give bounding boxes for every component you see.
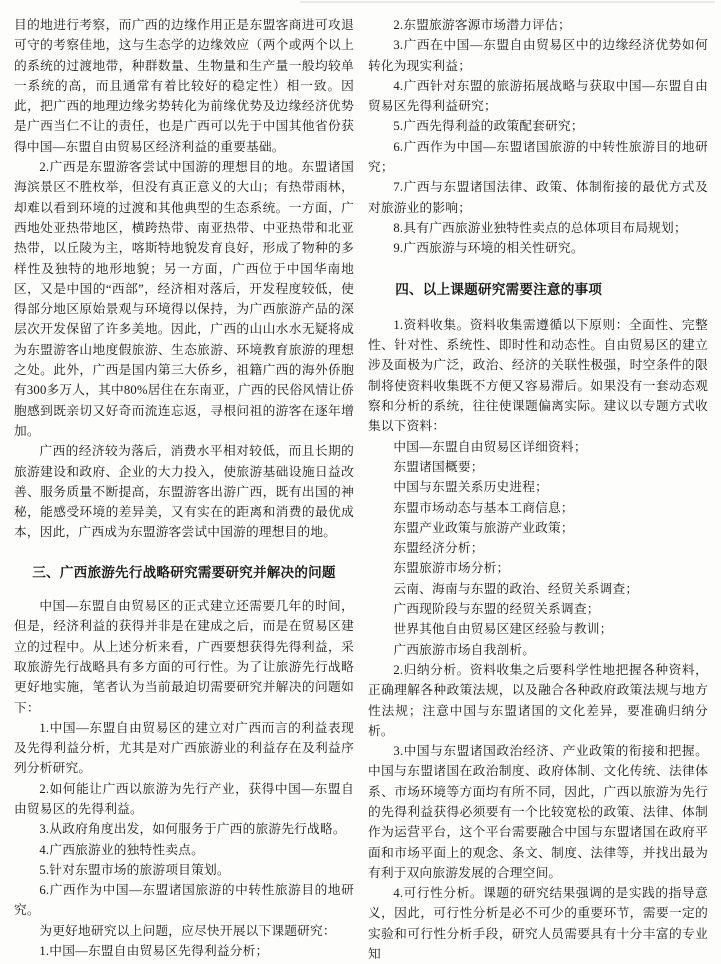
- paragraph: 4.可行性分析。课题的研究结果强调的是实践的指导意义，因此，可行性分析是必不可少的重要环节，需要一定的实验和可行性分析手段，研究人员需要具有十分丰富的专业知: [368, 886, 708, 962]
- paragraph: 5.针对东盟市场的旅游项目策划。: [39, 862, 230, 877]
- paragraph: 3.从政府角度出发，如何服务于广西的旅游先行战略。: [39, 822, 346, 837]
- left-column: [14, 15, 354, 964]
- paragraph: 1.中国—东盟自由贸易区的建立对广西而言的利益表现及先得利益分析，尤其是对广西旅游业的利益存在及利益序列分析研究。: [14, 720, 354, 776]
- paragraph: 2.东盟旅游客源市场潜力评估；: [393, 18, 571, 32]
- paragraph: 广西的经济较为落后，消费水平相对较低，而且长期的旅游建设和政府、企业的大力投入，使旅游基础设施日益改善、服务质量不断提高，东盟游客出游广西，既有出国的神秘，能感受环境的差异美，又有实在的距离和消费的最优成本，因此，广西成为东盟游客尝试中国游的理想目的地。: [14, 444, 354, 540]
- paragraph: 4.广西针对东盟的旅游拓展战略与获取中国—东盟自由贸易区先得利益研究；: [368, 78, 708, 114]
- paragraph: 2.如何能让广西以旅游为先行产业，获得中国—东盟自由贸易区的先得利益。: [14, 781, 354, 816]
- paragraph: 广西旅游市场自我剖析。: [393, 642, 536, 657]
- paragraph: 3.广西在中国—东盟自由贸易区中的边缘经济优势如何转化为现实利益；: [368, 38, 708, 73]
- paragraph-continuation: 目的地进行考察，而广西的边缘作用正是东盟客商进可攻退可守的考察佳地，这与生态学的边缘效应（两个或两个以上的系统的过渡地带，种群数量、生物量和生产量一般均较单一系统的高，而且通常有着比较好的稳定性）相一致。因此，把广西的地理边缘劣势转化为前缘优势及边缘经济优势是广西当仁不让的责任，也是广西可以先于中国其他省份获得中国—东盟自由贸易区经济利益的重要基础。: [14, 18, 354, 154]
- paragraph: 6.广西作为中国—东盟诸国旅游的中转性旅游目的地研究；: [368, 139, 708, 175]
- section-heading: 四、以上课题研究需要注意的事项: [395, 281, 603, 297]
- paragraph: 世界其他自由贸易区建区经验与教训；: [393, 622, 613, 637]
- paragraph: 5.广西先得利益的政策配套研究；: [393, 119, 584, 134]
- paragraph: 中国—东盟自由贸易区的正式建立还需要几年的时间，但是，经济利益的获得并非是在建成之后，而是在贸易区建立的过程中。从上述分析来看，广西要想获得先得利益，采取旅游先行战略具有多方面的可行性。为了让旅游先行战略更好地实施，笔者认为当前最迫切需要研究并解决的问题如下：: [14, 599, 354, 715]
- paragraph: 1.中国—东盟自由贸易区先得利益分析；: [39, 944, 269, 959]
- paragraph: 中国—东盟自由贸易区详细资料；: [393, 439, 587, 454]
- scan-artifact-line: [300, 1, 715, 3]
- paragraph: 3.中国与东盟诸国政治经济、产业政策的衔接和把握。中国与东盟诸国在政治制度、政府体制、文化传统、法律体系、市场环境等方面均有所不同，因此，广西以旅游为先行的先得利益获得必须要有一个比较宽松的政策、法律、体制作为运营平台，这个平台需要融合中国与东盟诸国在政府平面和市场平面上的观念、条文、制度、法律等，并找出最为有利于双向旅游发展的合理空间。: [368, 744, 708, 880]
- paragraph: 东盟诸国概要；: [393, 459, 484, 474]
- paragraph: 2.归纳分析。资料收集之后要科学性地把握各种资料，正确理解各种政策法规，以及融合各种政府政策法规与地方性法规；注意中国与东盟诸国的文化差异，要准确归纳分析。: [368, 662, 708, 738]
- section-heading: 三、广西旅游先行战略研究需要研究并解决的问题: [32, 564, 336, 580]
- paragraph: 8.具有广西旅游业独特性卖点的总体项目布局规划；: [393, 220, 687, 235]
- paragraph: 中国与东盟关系历史进程；: [393, 480, 549, 495]
- paragraph: 9.广西旅游与环境的相关性研究。: [393, 241, 584, 256]
- paragraph: 东盟经济分析；: [393, 541, 484, 556]
- paragraph: 7.广西与东盟诸国法律、政策、体制衔接的最优方式及对旅游业的影响；: [368, 180, 708, 215]
- paragraph: 1.资料收集。资料收集需遵循以下原则：全面性、完整性、针对性、系统性、即时性和动态性。自由贸易区的建立涉及面极为广泛，政治、经济的关联性极强，时空条件的限制将使资料收集既不方便又容易滞后。如果没有一套动态观察和分析的系统，往往使课题偏离实际。建议以专题方式收集以下资料：: [368, 317, 708, 434]
- paragraph: 为更好地研究以上问题，应尽快开展以下课题研究：: [39, 923, 336, 938]
- paragraph: 东盟市场动态与基本工商信息；: [393, 500, 574, 515]
- paragraph: 东盟产业政策与旅游产业政策；: [393, 520, 574, 535]
- right-column: [368, 15, 708, 964]
- paragraph: 4.广西旅游业的独特性卖点。: [39, 842, 204, 857]
- paragraph: 东盟旅游市场分析；: [393, 561, 510, 576]
- paragraph: 广西现阶段与东盟的经贸关系调查；: [393, 602, 600, 617]
- paragraph: 6.广西作为中国—东盟诸国旅游的中转性旅游目的地研究。: [14, 883, 354, 918]
- paragraph: 云南、海南与东盟的政治、经贸关系调查；: [393, 581, 639, 596]
- paragraph: 2.广西是东盟游客尝试中国游的理想目的地。东盟诸国海滨景区不胜枚举，但没有真正意义的大山；有热带雨林，却难以看到环境的过渡和其他典型的生态系统。一方面，广西地处亚热带地区，横跨热带、南亚热带、中亚热带和北亚热带，以丘陵为主，喀斯特地貌发育良好，形成了物种的多样性及独特的地形地貌；另一方面，广西位于中国华南地区，又是中国的“西部”，经济相对落后，开发程度较低，使得部分地区原始景观与环境得以保持，为广西旅游产品的深层次开发保留了许多美地。因此，广西的山山水水无疑将成为东盟游客山地度假旅游、生态旅游、环境教育旅游的理想之处。此外，广西是国内第三大侨乡，祖籍广西的海外侨胞有300多万人，其中80%居住在东南亚，广西的民俗风情让侨胞感到既亲切又好奇而流连忘返，寻根问祖的游客在逐年增加。: [14, 160, 354, 438]
